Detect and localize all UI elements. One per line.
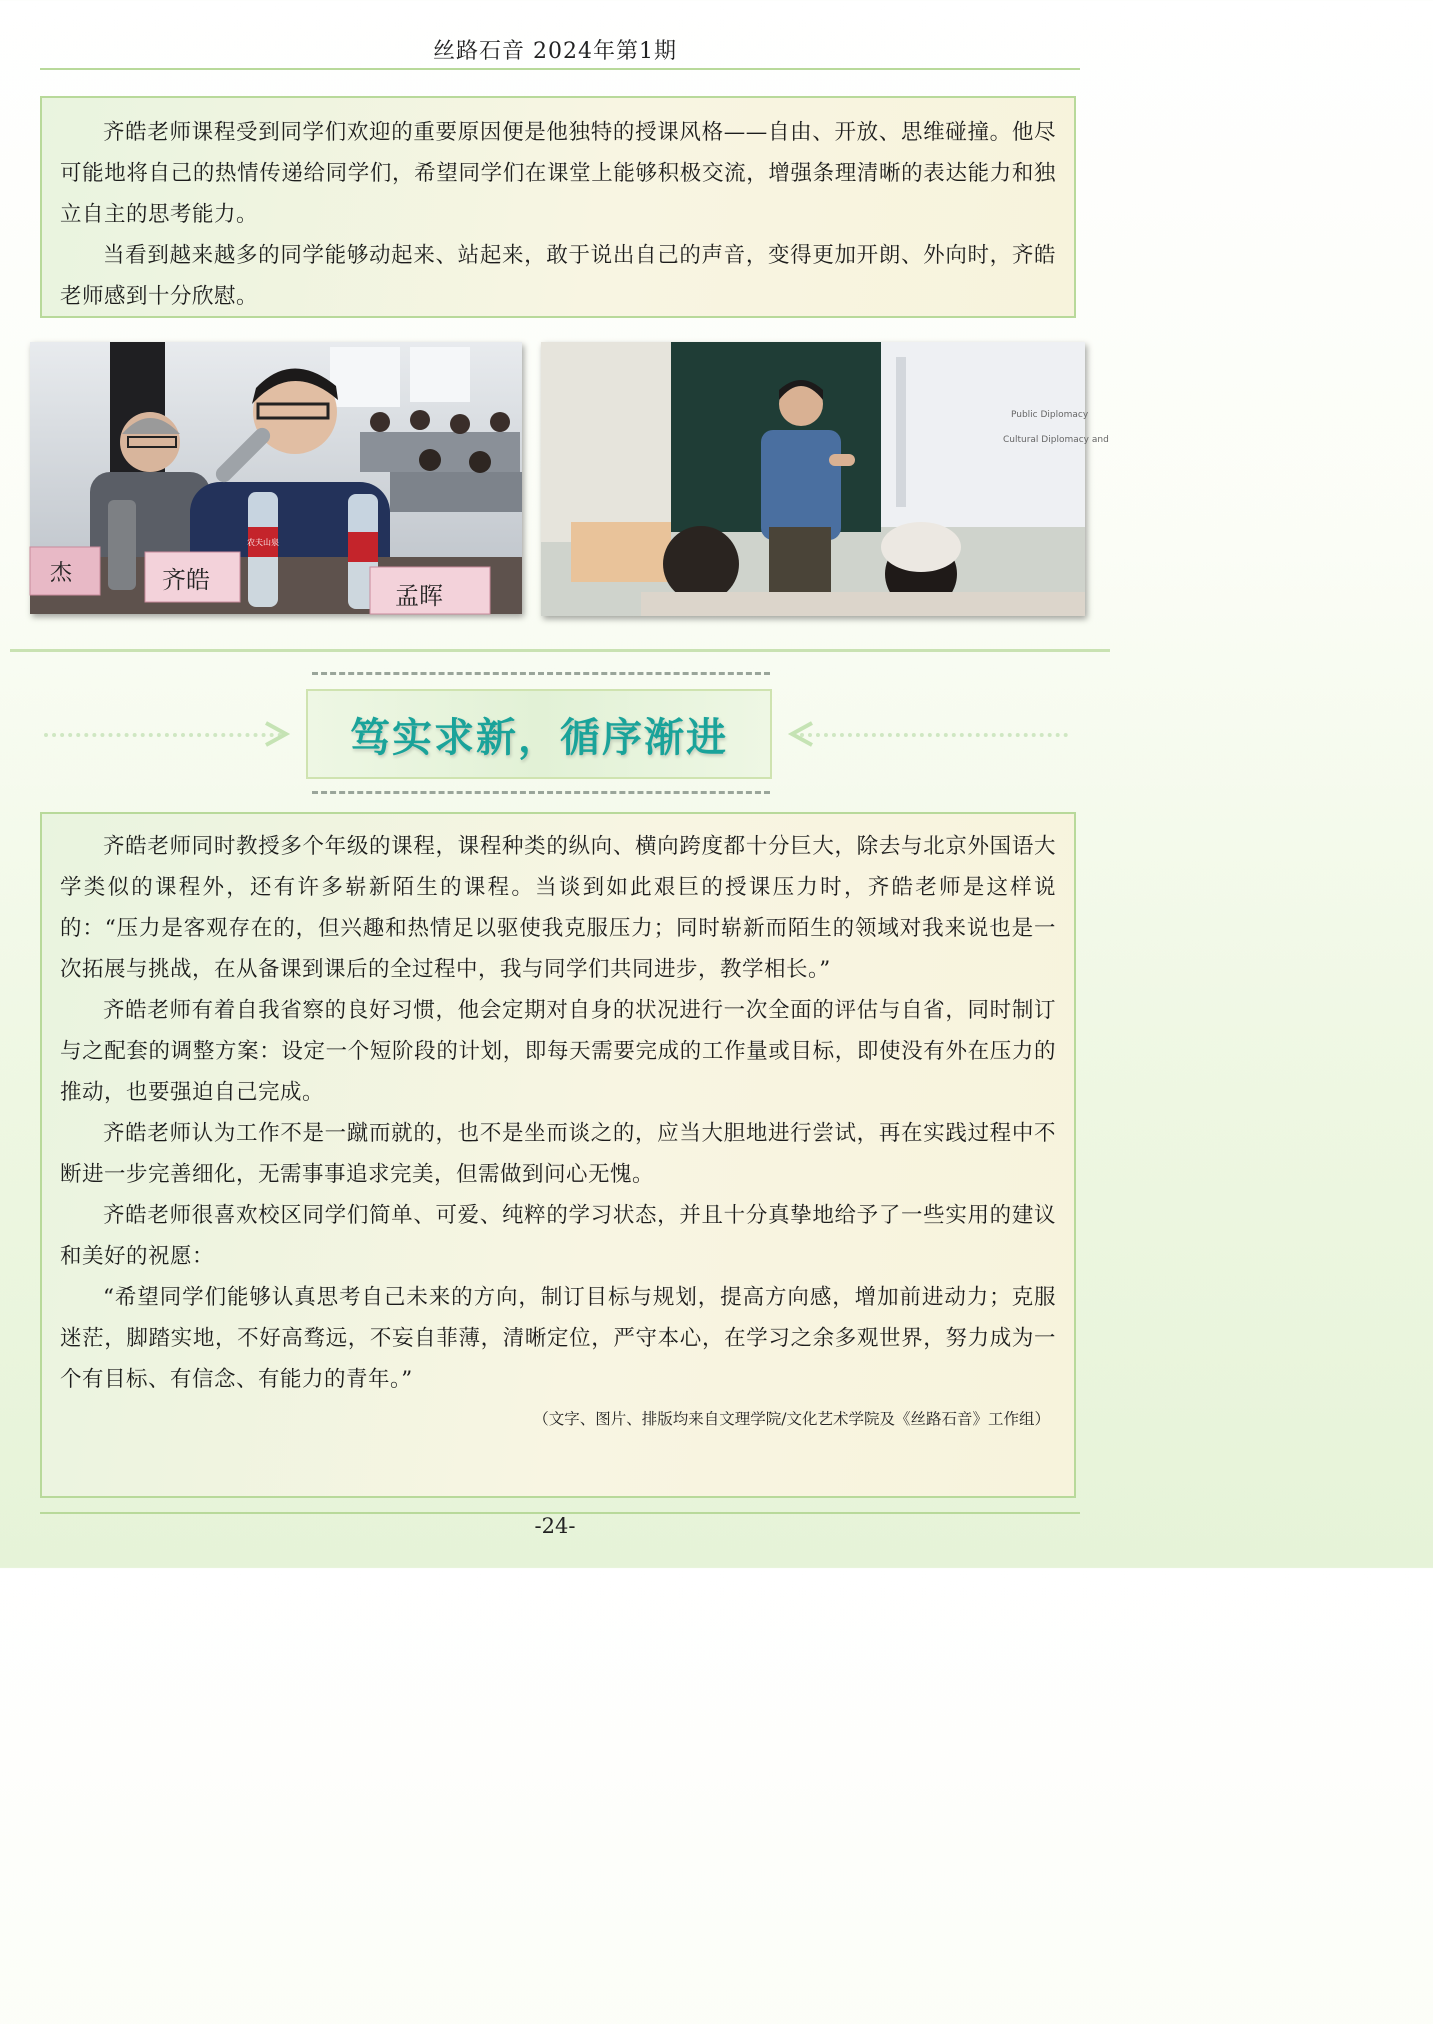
section-heading: 笃实求新，循序渐进 — [350, 713, 728, 761]
main-paragraph-1: 齐皓老师同时教授多个年级的课程，课程种类的纵向、横向跨度都十分巨大，除去与北京外国语大学类似的课程外，还有许多崭新陌生的课程。当谈到如此艰巨的授课压力时，齐皓老师是这样说的：“压力是客观存在的，但兴趣和热情足以驱使我克服压力；同时崭新而陌生的领域对我来说也是一次拓展与挑战，在从备课到课后的全过程中，我与同学们共同进步，教学相长。” — [60, 834, 1056, 982]
name-card-1: 杰 — [50, 561, 73, 586]
slide-line-1: Public Diplomacy — [1011, 410, 1089, 420]
heading-dotted-rule-left — [44, 733, 282, 737]
photo-classroom-lecture-illustration — [541, 342, 1109, 616]
photo-classroom-lecture — [541, 342, 1109, 616]
main-text-box — [40, 812, 1076, 1498]
intro-text-box — [40, 96, 1076, 318]
slide-line-2: Cultural Diplomacy and — [1003, 435, 1109, 445]
magazine-issue-title: 丝路石音 2024年第1期 — [433, 39, 677, 64]
page-number: -24- — [534, 1514, 576, 1538]
main-paragraph-4: 齐皓老师很喜欢校区同学们简单、可爱、纯粹的学习状态，并且十分真挚地给予了一些实用的建议和美好的祝愿： — [60, 1203, 1056, 1269]
credit-line: （文字、图片、排版均来自文理学院/文化艺术学院及《丝路石音》工作组） — [533, 1410, 1050, 1428]
main-paragraph-3: 齐皓老师认为工作不是一蹴而就的，也不是坐而谈之的，应当大胆地进行尝试，再在实践过程中不断进一步完善细化，无需事事追求完美，但需做到问心无愧。 — [60, 1121, 1056, 1187]
photo-panel-discussion — [30, 342, 522, 614]
main-paragraph-5-quote: “希望同学们能够认真思考自己未来的方向，制订目标与规划，提高方向感，增加前进动力；克服迷茫，脚踏实地，不好高骛远，不妄自菲薄，清晰定位，严守本心，在学习之余多观世界，努力成为一个有目标、有信念、有能力的青年。” — [60, 1285, 1056, 1392]
photo-panel-discussion-illustration — [30, 342, 522, 614]
main-paragraph-2: 齐皓老师有着自我省察的良好习惯，他会定期对自身的状况进行一次全面的评估与自省，同时制订与之配套的调整方案：设定一个短阶段的计划，即每天需要完成的工作量或目标，即使没有外在压力的推动，也要强迫自己完成。 — [60, 998, 1056, 1105]
header-divider — [40, 68, 1080, 70]
name-card-2: 齐皓 — [162, 566, 210, 594]
intro-paragraph-1: 齐皓老师课程受到同学们欢迎的重要原因便是他独特的授课风格——自由、开放、思维碰撞。他尽可能地将自己的热情传递给同学们，希望同学们在课堂上能够积极交流，增强条理清晰的表达能力和独立自主的思考能力。 — [60, 120, 1056, 227]
heading-dotted-rule-right — [800, 733, 1068, 737]
section-heading-box — [306, 689, 772, 779]
heading-dashed-rule-top — [312, 672, 770, 675]
heading-dashed-rule-bottom — [312, 791, 770, 794]
name-card-3: 孟晖 — [395, 582, 443, 610]
arrow-right-icon — [262, 719, 292, 749]
intro-paragraph-2: 当看到越来越多的同学能够动起来、站起来，敢于说出自己的声音，变得更加开朗、外向时，齐皓老师感到十分欣慰。 — [60, 243, 1056, 309]
section-divider — [10, 649, 1110, 652]
bottle-label: 农夫山泉 — [247, 538, 279, 547]
